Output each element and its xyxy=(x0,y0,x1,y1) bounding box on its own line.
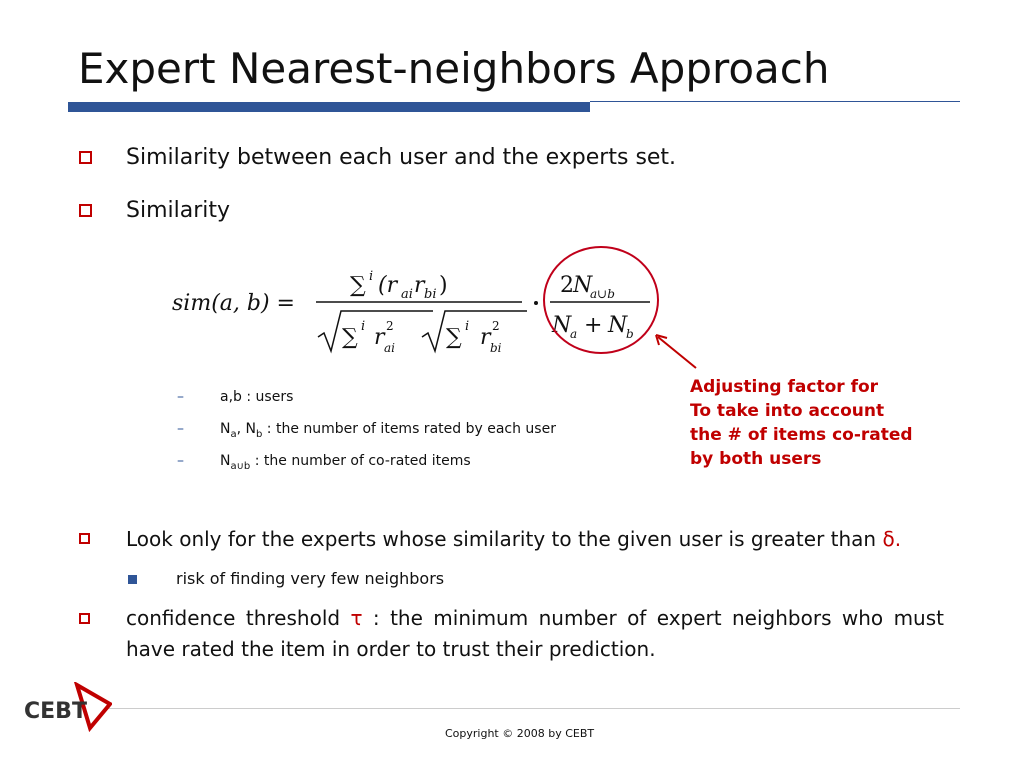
svg-text:∑: ∑ xyxy=(342,325,358,350)
svg-text:b: b xyxy=(626,327,634,341)
tau-symbol: τ xyxy=(350,606,363,630)
svg-text:): ) xyxy=(439,273,448,298)
cebt-logo xyxy=(22,682,112,732)
svg-text:∑: ∑ xyxy=(446,325,462,350)
annotation-line: by both users xyxy=(690,449,822,469)
annotation-line: To take into account xyxy=(690,401,885,421)
svg-text:ai: ai xyxy=(401,287,413,302)
sub-bullet-risk: risk of finding very few neighbors xyxy=(176,569,445,588)
svg-text:N: N xyxy=(608,313,628,338)
dash-bullet-icon: – xyxy=(177,453,184,469)
svg-text:bi: bi xyxy=(424,287,437,302)
bullet-similarity-experts: Similarity between each user and the experts set. xyxy=(126,145,677,170)
svg-text:CEBT: CEBT xyxy=(24,699,87,724)
title-underline-thick xyxy=(68,102,590,112)
svg-text:2: 2 xyxy=(560,273,574,298)
footer-divider xyxy=(105,708,960,709)
annotation-arrow-icon xyxy=(650,330,702,372)
svg-text:(r: (r xyxy=(378,273,398,298)
svg-text:+: + xyxy=(584,313,603,338)
svg-text:i: i xyxy=(465,319,470,334)
svg-text:2: 2 xyxy=(386,319,394,333)
def-users: a,b : users xyxy=(220,389,294,405)
bullet-box-icon xyxy=(79,204,92,217)
svg-text:r: r xyxy=(374,325,385,350)
annotation-text xyxy=(690,375,913,471)
highlight-circle xyxy=(543,246,659,354)
svg-text:a: a xyxy=(570,327,578,341)
slide-title: Expert Nearest-neighbors Approach xyxy=(78,44,830,93)
svg-text:2: 2 xyxy=(492,319,500,333)
svg-text:i: i xyxy=(361,319,366,334)
annotation-line: Adjusting factor for xyxy=(690,377,879,397)
svg-text:sim(a, b) =: sim(a, b) = xyxy=(172,291,295,316)
svg-text:r: r xyxy=(414,273,425,298)
annotation-line: the # of items co-rated xyxy=(690,425,913,445)
svg-text:ai: ai xyxy=(384,341,395,355)
svg-text:r: r xyxy=(480,325,491,350)
svg-text:a∪b: a∪b xyxy=(590,287,615,301)
def-naub: $N_{a\cup b}$ : the number of co-rated items xyxy=(220,453,471,472)
svg-text:i: i xyxy=(369,269,374,284)
bullet-box-icon xyxy=(79,613,90,624)
square-bullet-icon xyxy=(128,575,137,584)
svg-text:∑: ∑ xyxy=(350,273,366,298)
copyright-text: Copyright © 2008 by CEBT xyxy=(445,727,595,740)
bullet-box-icon xyxy=(79,533,90,544)
bullet-similarity: Similarity xyxy=(126,198,231,223)
svg-text:N: N xyxy=(552,313,572,338)
def-na-nb: $N_a$, $N_b$ : the number of items rated by each user xyxy=(220,421,556,440)
title-underline-thin xyxy=(590,101,960,102)
delta-symbol: δ. xyxy=(882,527,902,551)
bullet-look-only: Look only for the experts whose similarity to the given user is greater than δ. xyxy=(126,527,902,551)
bullet-box-icon xyxy=(79,151,92,164)
svg-text:N: N xyxy=(573,273,593,298)
svg-text:bi: bi xyxy=(490,341,502,355)
dash-bullet-icon: – xyxy=(177,421,184,437)
bullet-confidence-threshold: confidence threshold τ : the minimum number of expert neighbors who must have rated the item in order to trust their prediction. xyxy=(126,606,944,661)
dash-bullet-icon: – xyxy=(177,389,184,405)
